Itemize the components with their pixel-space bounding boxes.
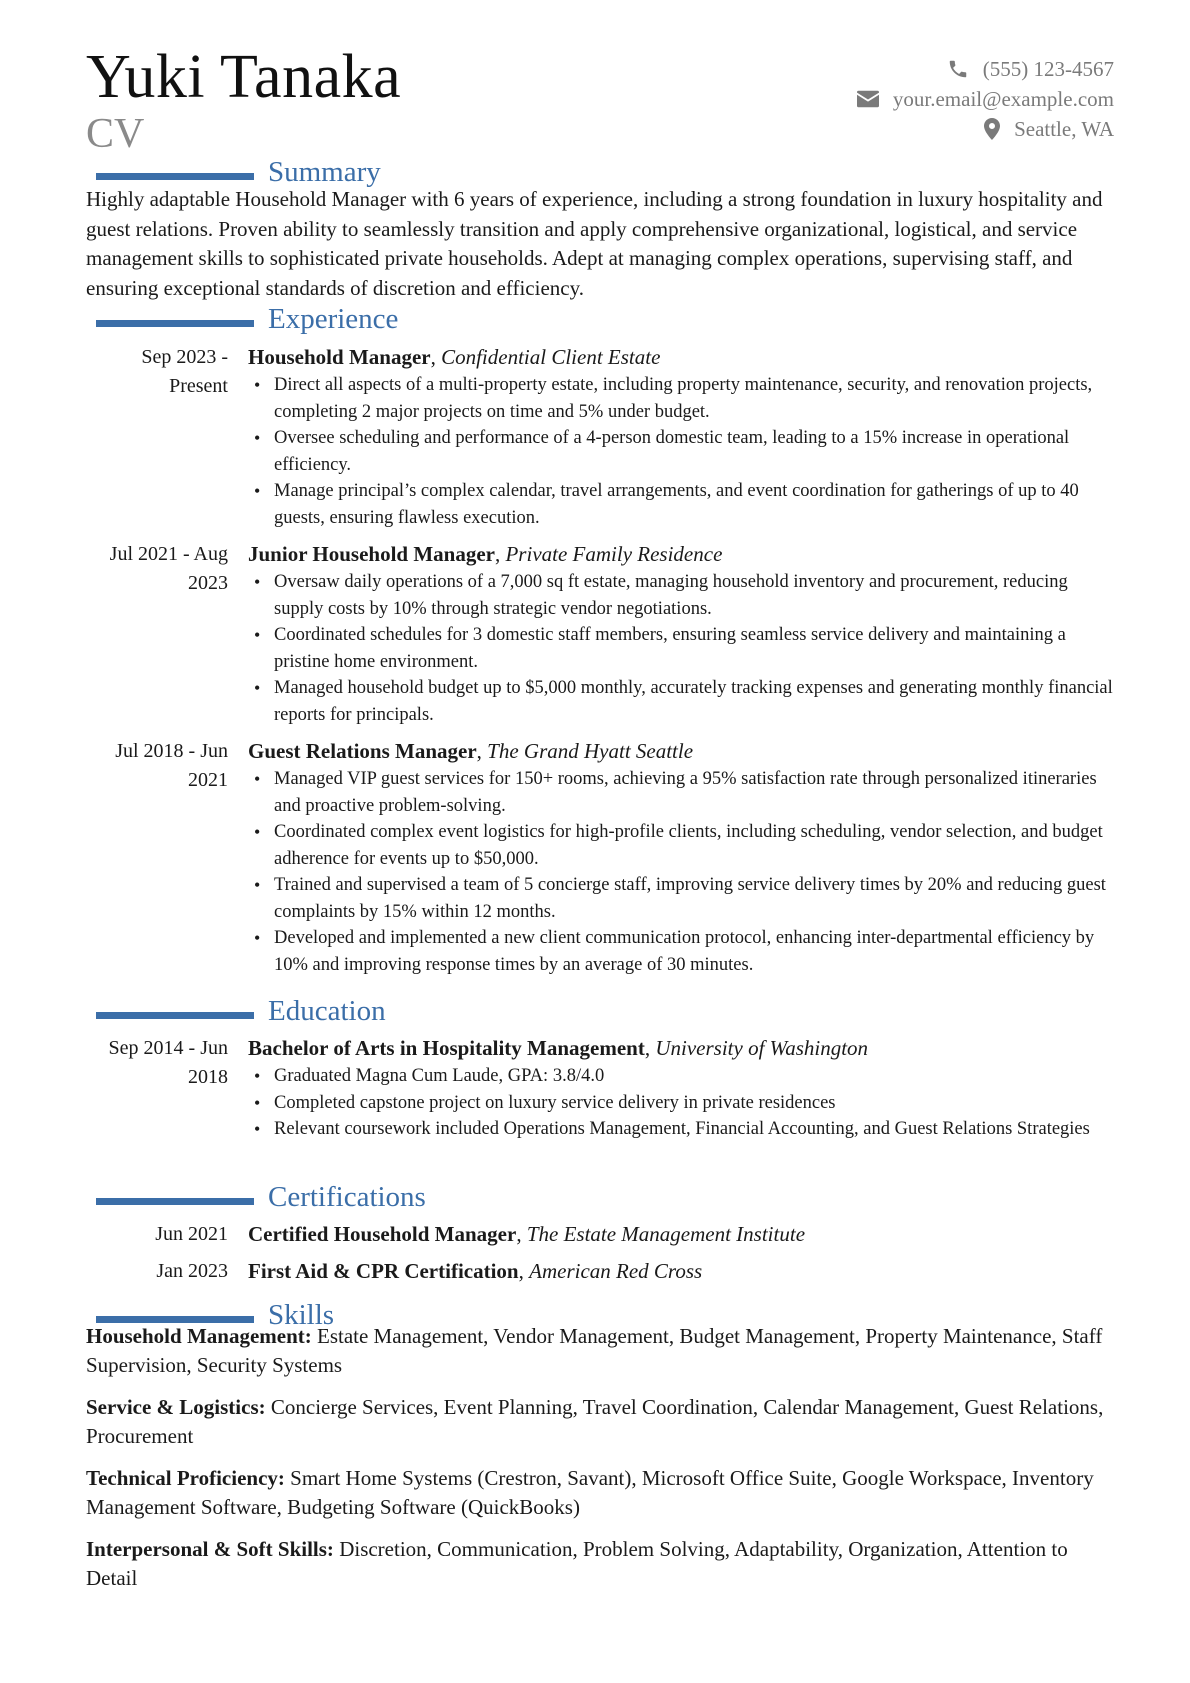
contact-info bbox=[857, 54, 1114, 144]
experience-entry bbox=[86, 343, 1116, 531]
bullet-item: • Managed VIP guest services for 150+ rooms, achieving a 95% satisfaction rate through personalized itineraries and proactive problem-solving. bbox=[248, 766, 1116, 819]
entry-heading: Junior Household Manager, Private Family Residence bbox=[248, 542, 723, 566]
employer: Confidential Client Estate bbox=[441, 345, 661, 369]
skill-group bbox=[86, 1535, 1116, 1593]
certification-name: Certified Household Manager bbox=[248, 1222, 517, 1246]
experience-entry bbox=[86, 540, 1116, 728]
section-title: Summary bbox=[268, 156, 381, 188]
entry-heading: Household Manager, Confidential Client Estate bbox=[248, 345, 661, 369]
education-heading bbox=[96, 991, 386, 1031]
bullet-list bbox=[248, 766, 1116, 978]
certifications-heading bbox=[96, 1177, 426, 1217]
entry-body bbox=[248, 1220, 1116, 1249]
entry-heading: Bachelor of Arts in Hospitality Management, University of Washington bbox=[248, 1036, 869, 1060]
skill-group bbox=[86, 1393, 1116, 1451]
document-subtitle: CV bbox=[86, 111, 145, 157]
bullet-item: • Completed capstone project on luxury service delivery in private residences bbox=[248, 1090, 1116, 1117]
skill-list: Concierge Services, Event Planning, Travel Coordination, Calendar Management, Guest Relations, Procurement bbox=[86, 1395, 1104, 1448]
location-text: Seattle, WA bbox=[1014, 117, 1114, 141]
envelope-icon bbox=[857, 90, 879, 108]
employer: The Grand Hyatt Seattle bbox=[487, 739, 694, 763]
section-title: Certifications bbox=[268, 1181, 426, 1213]
bullet-item: • Developed and implemented a new client communication protocol, enhancing inter-departmental efficiency by 10% and improving response times by an average of 30 minutes. bbox=[248, 925, 1116, 978]
email-link[interactable]: your.email@example.com bbox=[892, 87, 1114, 111]
bullet-item: • Graduated Magna Cum Laude, GPA: 3.8/4.0 bbox=[248, 1063, 1116, 1090]
skill-category: Household Management: bbox=[86, 1324, 312, 1348]
entry-body bbox=[248, 1034, 1116, 1143]
entry-body bbox=[248, 343, 1116, 531]
section-accent-bar bbox=[96, 173, 254, 180]
issuer: The Estate Management Institute bbox=[526, 1222, 806, 1246]
bullet-item: • Relevant coursework included Operations Management, Financial Accounting, and Guest Relations Strategies bbox=[248, 1116, 1116, 1143]
entry-date: Jun 2021 bbox=[155, 1223, 228, 1245]
section-accent-bar bbox=[96, 1198, 254, 1205]
institution: University of Washington bbox=[655, 1036, 869, 1060]
contact-phone bbox=[857, 54, 1114, 84]
entry-date: Jul 2021 - Aug 2023 bbox=[109, 543, 228, 594]
skill-category: Service & Logistics: bbox=[86, 1395, 266, 1419]
section-title: Experience bbox=[268, 303, 399, 335]
skill-list: Smart Home Systems (Crestron, Savant), Microsoft Office Suite, Google Workspace, Inventory Management Software, Budgeting Software (QuickBooks) bbox=[86, 1466, 1094, 1519]
bullet-list bbox=[248, 1063, 1116, 1143]
skill-group bbox=[86, 1464, 1116, 1522]
section-title: Skills bbox=[268, 1299, 335, 1331]
entry-date: Jul 2018 - Jun 2021 bbox=[115, 740, 228, 791]
entry-heading: First Aid & CPR Certification, American Red Cross bbox=[248, 1259, 703, 1283]
entry-date: Sep 2023 - Present bbox=[141, 346, 228, 397]
employer: Private Family Residence bbox=[505, 542, 723, 566]
phone-icon bbox=[947, 58, 969, 80]
entry-body bbox=[248, 1257, 1116, 1286]
bullet-item: • Oversaw daily operations of a 7,000 sq ft estate, managing household inventory and procurement, reducing supply costs by 10% through strategic vendor negotiations. bbox=[248, 569, 1116, 622]
candidate-name: Yuki Tanaka bbox=[86, 43, 402, 111]
job-title: Junior Household Manager bbox=[248, 542, 495, 566]
skill-list: Discretion, Communication, Problem Solving, Adaptability, Organization, Attention to Detail bbox=[86, 1537, 1068, 1590]
bullet-list bbox=[248, 569, 1116, 728]
entry-body bbox=[248, 737, 1116, 978]
bullet-item: • Trained and supervised a team of 5 concierge staff, improving service delivery times by 20% and reducing guest complaints by 15% within 12 months. bbox=[248, 872, 1116, 925]
bullet-item: • Coordinated schedules for 3 domestic staff members, ensuring seamless service delivery and maintaining a pristine home environment. bbox=[248, 622, 1116, 675]
certification-name: First Aid & CPR Certification bbox=[248, 1259, 519, 1283]
experience-entry bbox=[86, 737, 1116, 978]
issuer: American Red Cross bbox=[529, 1259, 703, 1283]
section-title: Education bbox=[268, 995, 386, 1027]
skill-category: Interpersonal & Soft Skills: bbox=[86, 1537, 334, 1561]
bullet-list bbox=[248, 372, 1116, 531]
entry-date: Sep 2014 - Jun 2018 bbox=[108, 1037, 228, 1088]
job-title: Household Manager bbox=[248, 345, 431, 369]
certification-entry bbox=[86, 1220, 1116, 1249]
education-entry bbox=[86, 1034, 1116, 1143]
job-title: Guest Relations Manager bbox=[248, 739, 477, 763]
section-accent-bar bbox=[96, 320, 254, 327]
contact-location bbox=[857, 114, 1114, 144]
entry-body bbox=[248, 540, 1116, 728]
entry-date: Jan 2023 bbox=[156, 1260, 228, 1282]
degree-title: Bachelor of Arts in Hospitality Management bbox=[248, 1036, 645, 1060]
contact-email bbox=[857, 84, 1114, 114]
map-pin-icon bbox=[984, 118, 1000, 140]
skill-list: Estate Management, Vendor Management, Budget Management, Property Maintenance, Staff Supervision, Security Systems bbox=[86, 1324, 1103, 1377]
section-accent-bar bbox=[96, 1012, 254, 1019]
entry-heading: Certified Household Manager, The Estate Management Institute bbox=[248, 1222, 806, 1246]
bullet-item: • Manage principal’s complex calendar, travel arrangements, and event coordination for gatherings of up to 40 guests, ensuring flawless execution. bbox=[248, 478, 1116, 531]
skill-group bbox=[86, 1322, 1116, 1380]
bullet-item: • Coordinated complex event logistics for high-profile clients, including scheduling, vendor selection, and budget adherence for events up to $50,000. bbox=[248, 819, 1116, 872]
skill-category: Technical Proficiency: bbox=[86, 1466, 285, 1490]
bullet-item: • Oversee scheduling and performance of a 4-person domestic team, leading to a 15% increase in operational efficiency. bbox=[248, 425, 1116, 478]
certification-entry bbox=[86, 1257, 1116, 1286]
experience-heading bbox=[96, 299, 398, 339]
bullet-item: • Direct all aspects of a multi-property estate, including property maintenance, security, and renovation projects, completing 2 major projects on time and 5% under budget. bbox=[248, 372, 1116, 425]
phone-text: (555) 123-4567 bbox=[982, 57, 1114, 81]
bullet-item: • Managed household budget up to $5,000 monthly, accurately tracking expenses and generating monthly financial reports for principals. bbox=[248, 675, 1116, 728]
entry-heading: Guest Relations Manager, The Grand Hyatt Seattle bbox=[248, 739, 694, 763]
summary-text: Highly adaptable Household Manager with 6 years of experience, including a strong foundation in luxury hospitality and guest relations. Proven ability to seamlessly transition and apply comprehensive organizational, logistical, and service management skills to sophisticated private households. Adept at managing complex operations, supervising staff, and ensuring exceptional standards of discretion and efficiency. bbox=[86, 187, 1103, 300]
